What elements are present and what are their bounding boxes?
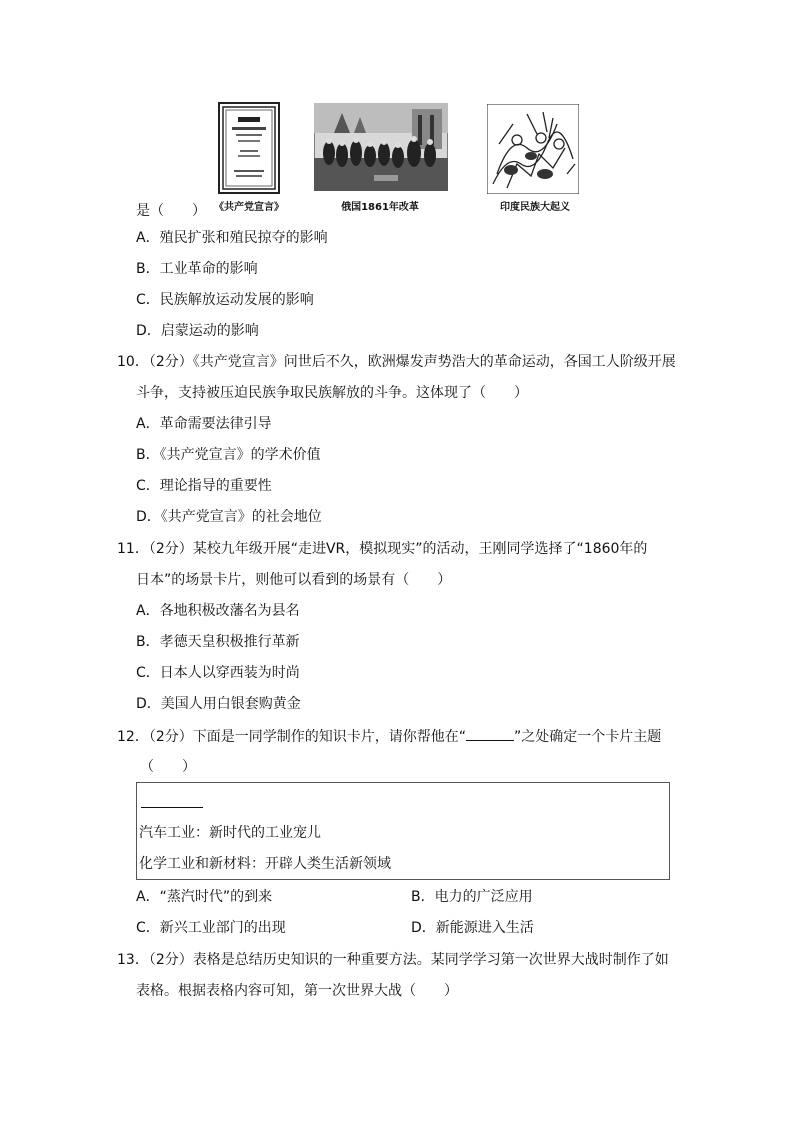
q10-stem-line1: 10．（2分）《共产党宣言》问世后不久，欧洲爆发声势浩大的革命运动，各国工人阶级开展 [117,354,676,370]
q12-option-d: D．新能源进入生活 [411,920,534,936]
q11-option-a: A．各地积极改藩名为县名 [136,603,300,619]
russia-reform-engraving [314,103,448,191]
figure-caption-manifesto: 《共产党宣言》 [214,202,284,213]
q12-blank [466,728,514,741]
figure-caption-india: 印度民族大起义 [500,202,570,213]
q9-option-d: D．启蒙运动的影响 [136,323,259,339]
q11-stem-line1: 11．（2分）某校九年级开展“走进VR，模拟现实”的活动，王刚同学选择了“1860年的 [117,541,648,557]
q11-option-d: D．美国人用白银套购黄金 [136,696,301,712]
q11-option-b: B．孝德天皇积极推行革新 [136,634,300,650]
q11-option-c: C．日本人以穿西装为时尚 [136,665,300,681]
q9-option-a: A．殖民扩张和殖民掠夺的影响 [136,230,328,246]
q9-option-c: C．民族解放运动发展的影响 [136,292,314,308]
q11-stem-line2: 日本”的场景卡片，则他可以看到的场景有（ ） [136,572,452,588]
q12-option-c: C．新兴工业部门的出现 [136,920,286,936]
figure-caption-russia: 俄国1861年改革 [341,202,419,213]
q9-option-b: B．工业革命的影响 [136,261,258,277]
card-line-chemical: 化学工业和新材料：开辟人类生活新领域 [139,856,391,872]
q12-stem-after: ”之处确定一个卡片主题 [513,729,662,745]
india-uprising-drawing [487,104,579,194]
q12-stem-before: 12．（2分）下面是一同学制作的知识卡片，请你帮他在“ [117,729,466,745]
q13-stem-line1: 13．（2分）表格是总结历史知识的一种重要方法。某同学学习第一次世界大战时制作了如 [117,952,669,968]
knowledge-card [136,782,670,880]
card-title-blank [141,807,203,808]
q12-option-b: B．电力的广泛应用 [411,889,533,905]
q10-option-b: B．《共产党宣言》的学术价值 [136,447,321,463]
q12-stem-line1 [117,727,661,747]
q10-option-d: D．《共产党宣言》的社会地位 [136,509,322,525]
q9-stem-tail: 是（ ） [136,203,206,219]
q10-option-c: C．理论指导的重要性 [136,478,272,494]
q12-option-a: A．“蒸汽时代”的到来 [136,889,273,905]
q10-option-a: A．革命需要法律引导 [136,416,272,432]
q12-stem-line2: （ ） [140,759,196,775]
card-line-auto: 汽车工业：新时代的工业宠儿 [139,825,321,841]
manifesto-cover-image [218,102,280,194]
q13-stem-line2: 表格。根据表格内容可知，第一次世界大战（ ） [136,983,458,999]
q10-stem-line2: 斗争，支持被压迫民族争取民族解放的斗争。这体现了（ ） [136,385,528,401]
